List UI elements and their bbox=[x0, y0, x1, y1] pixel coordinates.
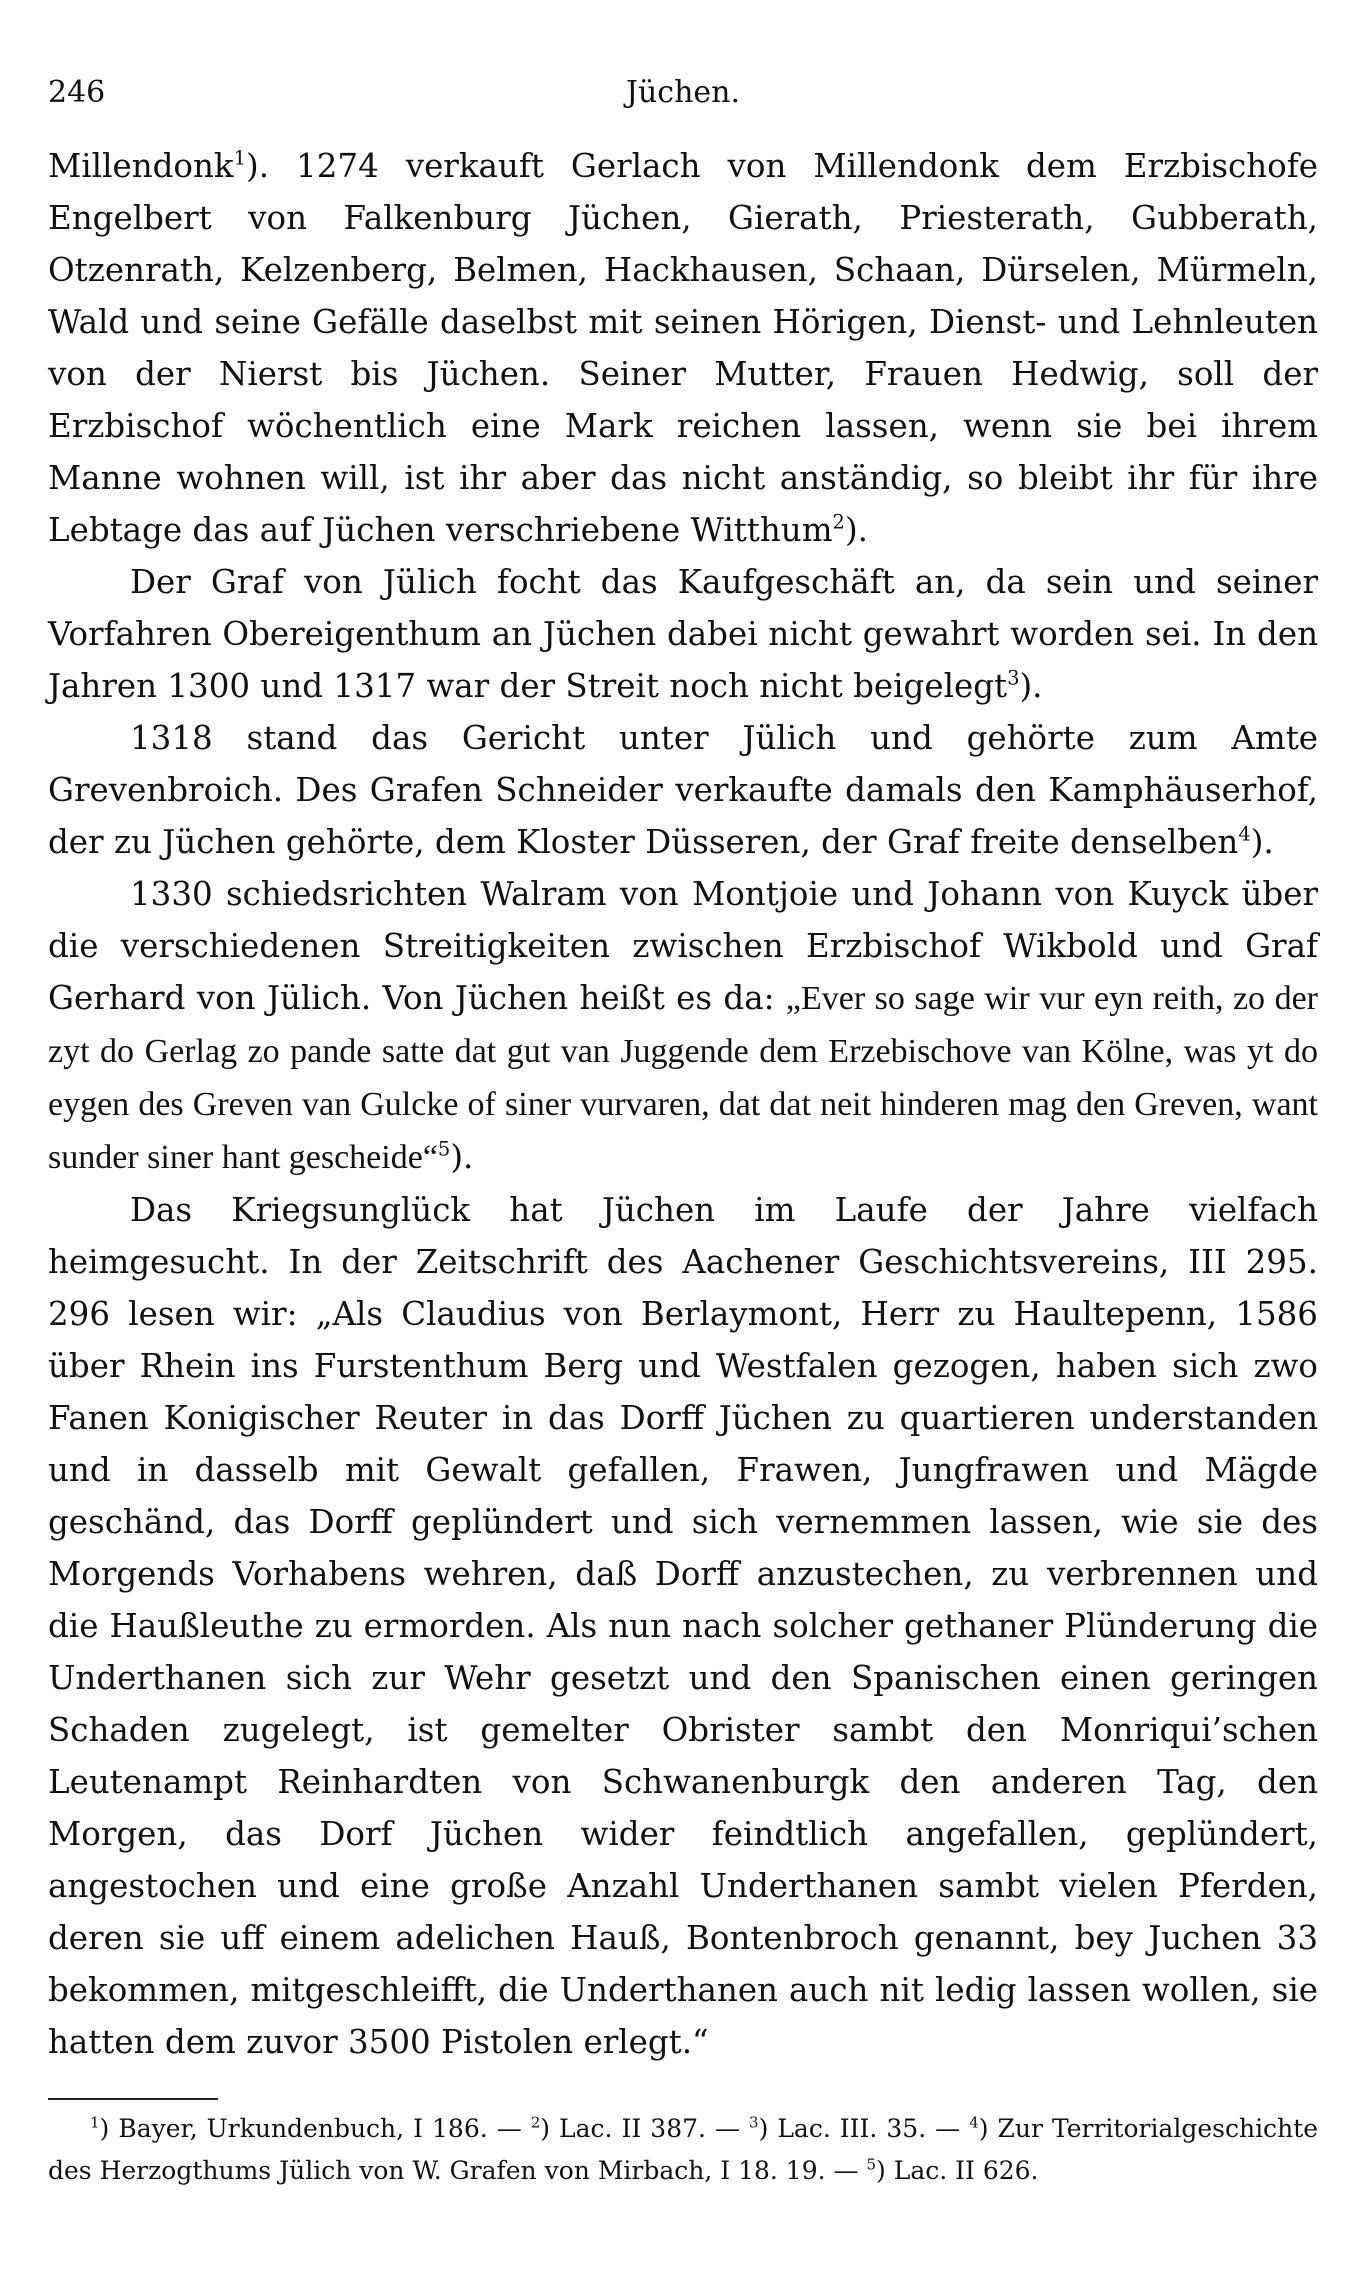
footnote-ref: 5 bbox=[437, 1137, 451, 1161]
main-text bbox=[48, 140, 1318, 2068]
footnote-marker: 3 bbox=[749, 2113, 759, 2132]
paragraph-text: 1330 schiedsrichten Walram von Montjoie und Johann von Kuyck über die verschiedenen Streitigkeiten zwischen Erzbischof Wikbold und Graf Gerhard von Jülich. Von Jüchen heißt es da: bbox=[48, 875, 1318, 1017]
footnote-divider bbox=[48, 2098, 218, 2100]
latin-quotation: „Ever so sage wir vur eyn reith, zo der zyt do Gerlag zo pande satte dat gut van Juggende dem Erzebischove van Kölne, was yt do eygen des Greven van Gulcke of siner vurvaren, dat dat neit hinderen mag den Greven, want sunder siner hant gescheide“ bbox=[48, 980, 1318, 1176]
paragraph bbox=[48, 868, 1318, 1184]
paragraph-text: ). bbox=[1019, 667, 1043, 705]
footnote-marker: 5 bbox=[866, 2155, 877, 2174]
paragraph-text: ). bbox=[450, 1138, 474, 1176]
footnote-marker: 2 bbox=[530, 2113, 541, 2132]
paragraph bbox=[48, 1184, 1318, 2068]
footnote-line bbox=[48, 2108, 1318, 2192]
footnotes bbox=[48, 2108, 1318, 2192]
paragraph bbox=[48, 140, 1318, 556]
footnote-ref: 1 bbox=[233, 146, 247, 170]
footnote-marker: 1 bbox=[90, 2113, 100, 2132]
footnote-text: ) Lac. III. 35. — bbox=[758, 2114, 970, 2143]
paragraph-text: Millendonk bbox=[48, 147, 234, 185]
running-title: Jüchen. bbox=[625, 75, 741, 110]
paragraph-text: ). bbox=[844, 511, 868, 549]
page-number: 246 bbox=[48, 75, 106, 110]
paragraph-text: 1318 stand das Gericht unter Jülich und gehörte zum Amte Grevenbroich. Des Grafen Schneider verkaufte damals den Kamphäuserhof, der zu Jüchen gehörte, dem Kloster Düsseren, der Graf freite denselben bbox=[48, 719, 1318, 861]
footnote-text: ) Lac. II 626. bbox=[876, 2156, 1039, 2185]
paragraph bbox=[48, 712, 1318, 868]
paragraph bbox=[48, 556, 1318, 712]
paragraph-text: Das Kriegsunglück hat Jüchen im Laufe der Jahre vielfach heimgesucht. In der Zeitschrift des Aachener Geschichtsvereins, III 295. 296 lesen wir: „Als Claudius von Berlaymont, Herr zu Haultepenn, 1586 über Rhein ins Furstenthum Berg und Westfalen gezogen, haben sich zwo Fanen Konigischer Reuter in das Dorff Jüchen zu quartieren understanden und in dasselb mit Gewalt gefallen, Frawen, Jungfrawen und Mägde geschänd, das Dorff geplündert und sich vernemmen lassen, wie sie des Morgends Vorhabens wehren, daß Dorff anzustechen, zu verbrennen und die Haußleuthe zu ermorden. Als nun nach solcher gethaner Plünderung die Underthanen sich zur Wehr gesetzt und den Spanischen einen geringen Schaden zugelegt, ist gemelter Obrister sambt den Monriqui’schen Leutenampt Reinhardten von Schwanenburgk den anderen Tag, den Morgen, das Dorf Jüchen wider feindtlich angefallen, geplündert, angestochen und eine große Anzahl Underthanen sambt vielen Pferden, deren sie uff einem adelichen Hauß, Bontenbroch genannt, bey Juchen 33 bekommen, mitgeschleifft, die Underthanen auch nit ledig lassen wollen, sie hatten dem zuvor 3500 Pistolen erlegt.“ bbox=[48, 1191, 1318, 2061]
footnote-text: ) Zur Territorialgeschichte des Herzogthums Jülich von W. Grafen von Mirbach, I 18. 19. — bbox=[48, 2114, 1319, 2185]
footnote-text: ) Bayer, Urkundenbuch, I 186. — bbox=[99, 2114, 531, 2143]
page-header bbox=[48, 68, 1318, 118]
paragraph-text: ). bbox=[1250, 823, 1274, 861]
footnote-text: ) Lac. II 387. — bbox=[540, 2114, 750, 2143]
footnote-marker: 4 bbox=[969, 2113, 979, 2132]
paragraph-text: Der Graf von Jülich focht das Kaufgeschäft an, da sein und seiner Vorfahren Obereigenthum an Jüchen dabei nicht gewahrt worden sei. In den Jahren 1300 und 1317 war der Streit noch nicht beigelegt bbox=[48, 563, 1318, 705]
paragraph-text: ). 1274 verkauft Gerlach von Millendonk dem Erzbischofe Engelbert von Falkenburg Jüchen, Gierath, Priesterath, Gubberath, Otzenrath, Kelzenberg, Belmen, Hackhausen, Schaan, Dürselen, Mürmeln, Wald und seine Gefälle daselbst mit seinen Hörigen, Dienst- und Lehnleuten von der Nierst bis Jüchen. Seiner Mutter, Frauen Hedwig, soll der Erzbischof wöchentlich eine Mark reichen lassen, wenn sie bei ihrem Manne wohnen will, ist ihr aber das nicht anständig, so bleibt ihr für ihre Lebtage das auf Jüchen verschriebene Witthum bbox=[48, 147, 1318, 549]
footnote-ref: 4 bbox=[1238, 822, 1251, 846]
footnote-ref: 2 bbox=[832, 510, 845, 534]
footnote-ref: 3 bbox=[1007, 666, 1020, 690]
